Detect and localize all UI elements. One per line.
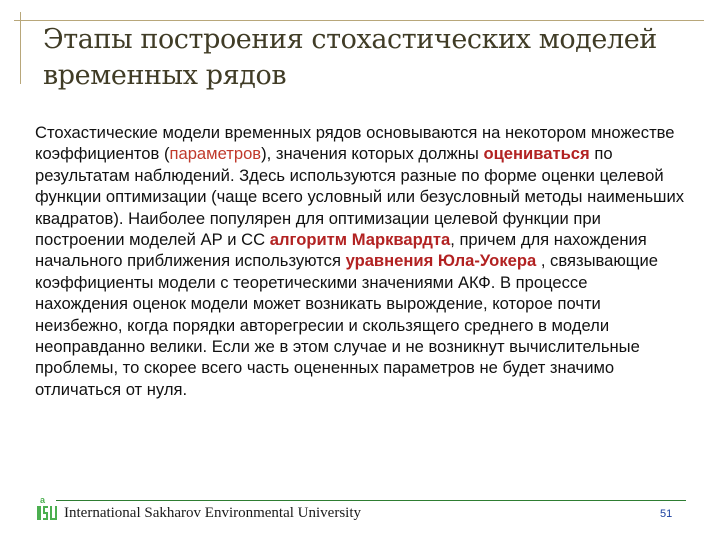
slide-title-line2: временных рядов <box>43 60 287 91</box>
footer-divider <box>56 500 686 501</box>
highlight-yule-walker-equations: уравнения Юла-Уокера <box>345 251 537 271</box>
body-text-segment-2: ), значения которых должны <box>261 144 484 164</box>
highlight-parameters: параметров <box>169 144 262 164</box>
university-name: International Sakharov Environmental University <box>64 505 362 521</box>
slide-body-text <box>35 122 685 400</box>
highlight-estimated: оцениваться <box>483 144 590 164</box>
body-text-segment-3: по результатам наблюдений. Здесь используются разные по форме оценки целевой функции оптимизации (чаще всего условный или безусловный методы наименьших квадратов). Наиболее популярен для оптимизации целевой функции при построении моделей АР и СС <box>35 144 685 250</box>
page-number: 51 <box>660 508 673 520</box>
svg-text:a: a <box>40 495 46 505</box>
slide-title-line1: Этапы построения стохастических моделей <box>43 24 657 55</box>
slide-title <box>43 22 703 94</box>
body-text-segment-4: , причем для нахождения начального приближения используются <box>35 230 647 271</box>
highlight-marquardt-algorithm: алгоритм Марквардта <box>269 230 451 250</box>
frame-horizontal-line <box>14 20 704 21</box>
body-text-segment-5: , связывающие коэффициенты модели с теоретическими значениями АКФ. В процессе нахождения оценок модели может возникать вырождение, которое почти неизбежно, когда порядки авторегресии и скользящего среднего в модели неоправданно велики. Если же в этом случае и не возникнут вычислительные проблемы, то скорее всего часть оцененных параметров не будет значимо отличаться от нуля. <box>35 251 658 399</box>
body-text-segment-1: Стохастические модели временных рядов основываются на некотором множестве коэффициентов ( <box>35 123 675 164</box>
frame-vertical-line <box>20 12 21 84</box>
isu-logo-icon <box>36 494 58 524</box>
